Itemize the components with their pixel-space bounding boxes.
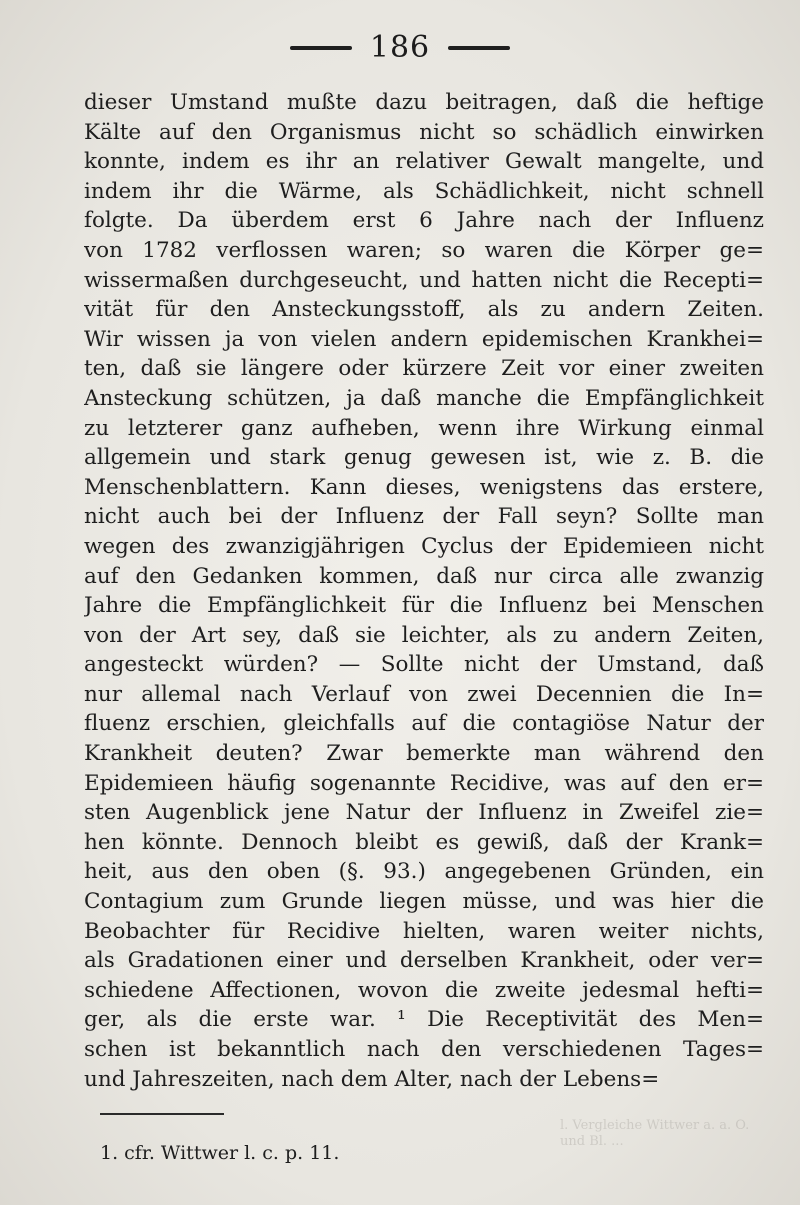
text-line: Beobachter für Recidive hielten, waren weiter nichts, xyxy=(84,918,764,944)
header-rule-right xyxy=(448,46,510,50)
text-line: angesteckt würden? — Sollte nicht der Umstand, daß xyxy=(84,652,764,678)
text-line: schiedene Affectionen, wovon die zweite jedesmal hefti= xyxy=(84,977,764,1003)
text-line: Kälte auf den Organismus nicht so schädlich einwirken xyxy=(84,119,764,145)
text-line: von 1782 verflossen waren; so waren die Körper ge= xyxy=(84,237,764,263)
text-line: vität für den Ansteckungsstoff, als zu andern Zeiten. xyxy=(84,297,764,323)
text-line: folgte. Da überdem erst 6 Jahre nach der Influenz xyxy=(84,208,764,234)
text-line: ten, daß sie längere oder kürzere Zeit vor einer zweiten xyxy=(84,356,764,382)
text-line: Wir wissen ja von vielen andern epidemischen Krankhei= xyxy=(84,326,764,352)
text-line: zu letzterer ganz aufheben, wenn ihre Wirkung einmal xyxy=(84,415,764,441)
text-line: Menschenblattern. Kann dieses, wenigstens das erstere, xyxy=(84,474,764,500)
text-line: als Gradationen einer und derselben Krankheit, oder ver= xyxy=(84,948,764,974)
text-line: Epidemieen häufig sogenannte Recidive, was auf den er= xyxy=(84,770,764,796)
footnote-separator xyxy=(100,1113,224,1115)
text-line: heit, aus den oben (§. 93.) angegebenen Gründen, ein xyxy=(84,859,764,885)
text-line: Jahre die Empfänglichkeit für die Influenz bei Menschen xyxy=(84,593,764,619)
text-line: indem ihr die Wärme, als Schädlichkeit, nicht schnell xyxy=(84,178,764,204)
text-line: wegen des zwanzigjährigen Cyclus der Epidemieen nicht xyxy=(84,533,764,559)
page-header xyxy=(0,30,800,74)
text-line: nur allemal nach Verlauf von zwei Decennien die In= xyxy=(84,681,764,707)
show-through-text: l. Vergleiche Wittwer a. a. O. und Bl. ... xyxy=(560,1118,750,1149)
text-line: von der Art sey, daß sie leichter, als zu andern Zeiten, xyxy=(84,622,764,648)
text-line: Ansteckung schützen, ja daß manche die Empfänglichkeit xyxy=(84,385,764,411)
text-line: dieser Umstand mußte dazu beitragen, daß die heftige xyxy=(84,90,764,115)
header-rule-left xyxy=(290,46,352,50)
body-text xyxy=(84,88,764,1094)
text-line: ger, als die erste war. ¹ Die Receptivität des Men= xyxy=(84,1007,764,1033)
text-line: konnte, indem es ihr an relativer Gewalt mangelte, und xyxy=(84,149,764,175)
text-line: auf den Gedanken kommen, daß nur circa alle zwanzig xyxy=(84,563,764,589)
text-line: wissermaßen durchgeseucht, und hatten nicht die Recepti= xyxy=(84,267,764,293)
text-line: schen ist bekanntlich nach den verschiedenen Tages= xyxy=(84,1037,764,1062)
text-line: und Jahreszeiten, nach dem Alter, nach der Lebens= xyxy=(84,1066,660,1092)
text-line: hen könnte. Dennoch bleibt es gewiß, daß der Krank= xyxy=(84,829,764,855)
text-line: fluenz erschien, gleichfalls auf die contagiöse Natur der xyxy=(84,711,764,737)
text-line: allgemein und stark genug gewesen ist, wie z. B. die xyxy=(84,445,764,471)
text-line: nicht auch bei der Influenz der Fall seyn? Sollte man xyxy=(84,504,764,530)
text-line: sten Augenblick jene Natur der Influenz in Zweifel zie= xyxy=(84,800,764,826)
text-line: Contagium zum Grunde liegen müsse, und was hier die xyxy=(84,889,764,915)
footnote: 1. cfr. Wittwer l. c. p. 11. xyxy=(100,1142,340,1164)
page-number: 186 xyxy=(369,30,431,65)
text-line: Krankheit deuten? Zwar bemerkte man während den xyxy=(84,741,764,767)
